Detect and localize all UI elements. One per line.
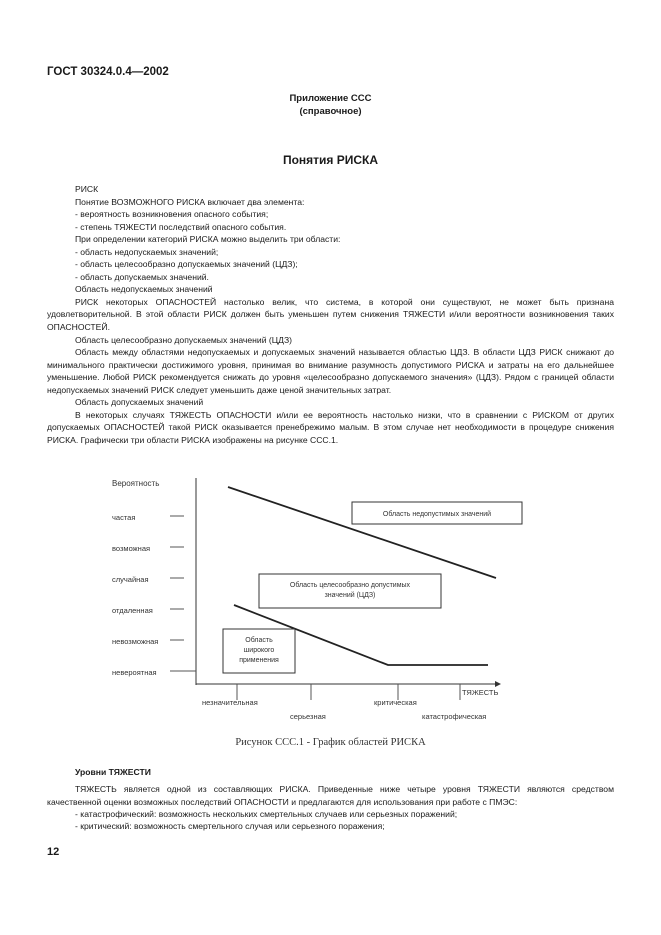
y-axis-title: Вероятность — [112, 479, 160, 488]
unacceptable-region-label: Область недопустимых значений — [382, 511, 492, 518]
severity-text-block — [47, 766, 614, 832]
paragraph: ТЯЖЕСТЬ является одной из составляющих РИСКА. Приведенные ниже четыре уровня ТЯЖЕСТИ являются средством качественной оценки возможных последствий ОПАСНОСТИ и предлагаются для использования при работе с ПМЭС: — [47, 784, 614, 807]
paragraph: Область между областями недопускаемых и допускаемых значений называется областью ЦДЗ. В области ЦДЗ РИСК снижают до минимального практически достижимого уровня, принимая во внимание разумность допустимого РИСКА и затраты на его дальнейшее уменьшение. Любой РИСК рекомендуется снижать до уровня «целесообразно допускаемого значения» (ЦДЗ). Рядом с границей области недопускаемых значений РИСК следует уменьшить даже ценой значительных затрат. — [47, 347, 614, 395]
x-level-label: серьезная — [290, 712, 326, 721]
y-level-label: возможная — [112, 544, 151, 553]
alarp-region-label-line2: значений (ЦДЗ) — [324, 592, 376, 599]
paragraph: При определении категорий РИСКА можно выделить три области: — [75, 234, 341, 245]
list-item: - катастрофический: возможность нескольких смертельных случаев или серьезных поражений; — [75, 808, 458, 819]
broad-region-label-line2: широкого — [243, 647, 275, 654]
appendix-subtitle: (справочное) — [299, 106, 362, 117]
appendix-title: Приложение ССС — [289, 93, 372, 104]
x-level-label: незначительная — [202, 698, 258, 707]
alarp-region-label-line1: Область целесообразно допустимых — [289, 582, 411, 589]
paragraph: Понятие ВОЗМОЖНОГО РИСКА включает два элемента: — [75, 196, 305, 207]
x-axis-title: ТЯЖЕСТЬ — [462, 688, 499, 697]
paragraph: РИСК некоторых ОПАСНОСТЕЙ настолько велик, что система, в которой они существуют, не может быть признана удовлетворительной. В этой области РИСК должен быть уменьшен путем снижения ТЯЖЕСТИ и/или вероятности возникновения таких ОПАСНОСТЕЙ. — [47, 296, 614, 333]
list-item: - степень ТЯЖЕСТИ последствий опасного события. — [75, 221, 287, 232]
figure-caption: Рисунок ССС.1 - График областей РИСКА — [235, 737, 426, 748]
risk-text-block — [47, 183, 614, 446]
subheading: Область недопускаемых значений — [75, 284, 213, 295]
x-level-label: критическая — [374, 698, 417, 707]
page-number: 12 — [47, 846, 60, 858]
list-item: - область целесообразно допускаемых значений (ЦДЗ); — [75, 259, 298, 270]
section-title: Понятия РИСКА — [282, 153, 379, 167]
subheading: Область целесообразно допускаемых значений (ЦДЗ) — [75, 334, 292, 345]
risk-area-chart — [100, 470, 540, 732]
paragraph: РИСК — [75, 184, 99, 194]
severity-heading: Уровни ТЯЖЕСТИ — [75, 767, 151, 777]
standard-code: ГОСТ 30324.0.4—2002 — [47, 66, 169, 78]
y-level-label: невозможная — [112, 637, 159, 646]
broad-region-label-line3: применения — [239, 657, 279, 664]
upper-risk-boundary — [228, 487, 496, 578]
y-level-label: частая — [112, 513, 136, 522]
x-axis-arrow — [495, 681, 501, 687]
y-level-label: отдаленная — [112, 606, 153, 615]
alarp-region-box — [259, 574, 441, 608]
paragraph: В некоторых случаях ТЯЖЕСТЬ ОПАСНОСТИ и/или ее вероятность настолько низки, что в сравнении с РИСКОМ от других допускаемых ОПАСНОСТЕЙ такой РИСК оказывается пренебрежимо малым. В этом случае нет необходимости в процедуре снижения РИСКА. Графически три области РИСКА изображены на рисунке ССС.1. — [47, 409, 614, 445]
list-item: - область недопускаемых значений; — [75, 246, 219, 257]
y-level-label: случайная — [112, 575, 149, 584]
list-item: - критический: возможность смертельного случая или серьезного поражения; — [75, 821, 385, 832]
list-item: - вероятность возникновения опасного события; — [75, 209, 269, 220]
broad-region-label-line1: Область — [245, 637, 273, 644]
list-item: - область допускаемых значений. — [75, 271, 209, 282]
subheading: Область допускаемых значений — [75, 397, 204, 408]
y-level-label: невероятная — [112, 668, 157, 677]
x-level-label: катастрофическая — [422, 712, 487, 721]
